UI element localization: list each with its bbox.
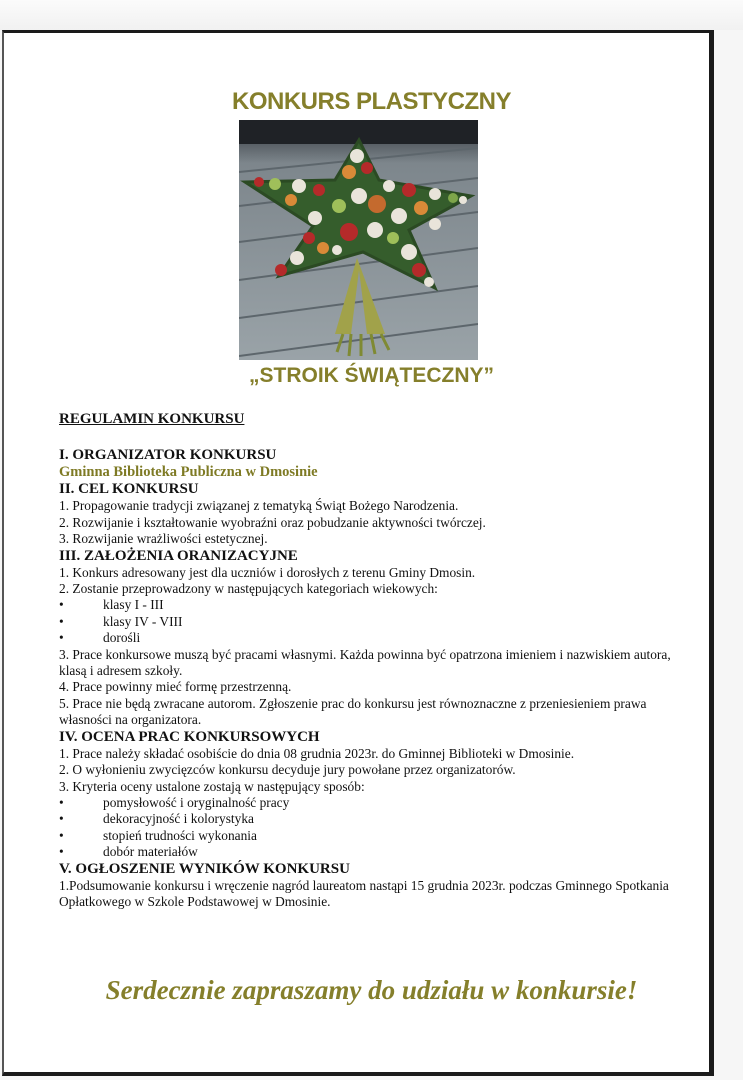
regulations	[59, 411, 679, 910]
bullet-icon: •	[59, 844, 64, 860]
paragraph: 5. Prace nie będą zwracane autorom. Zgłoszenie prac do konkursu jest równoznaczne z przeniesieniem prawa własności na organizatora.	[59, 695, 647, 728]
category-label: klasy I - III	[103, 597, 164, 613]
list-item	[59, 844, 679, 860]
paragraph: 2. O wyłonieniu zwycięzców konkursu decyduje jury powołane przez organizatorów.	[59, 762, 516, 778]
closing-invitation: Serdecznie zapraszamy do udziału w konkursie!	[105, 975, 638, 1005]
section-title: II. CEL KONKURSU	[59, 481, 199, 498]
category-label: klasy IV - VIII	[103, 613, 183, 629]
criterion-label: stopień trudności wykonania	[103, 827, 257, 843]
paragraph: 4. Prace powinny mieć formę przestrzenną.	[59, 679, 292, 695]
category-label: dorośli	[103, 630, 141, 646]
bullet-icon: •	[59, 794, 64, 810]
section-title: V. OGŁOSZENIE WYNIKÓW KONKURSU	[59, 860, 350, 877]
paragraph: 1.Podsumowanie konkursu i wręczenie nagród laureatom nastąpi 15 grudnia 2023r. podczas Gminnego Spotkania Opłatkowego w Szkole Podstawowej w Dmosinie.	[59, 877, 669, 909]
scan-margin	[0, 0, 743, 30]
paragraph: 2. Zostanie przeprowadzony w następujących kategoriach wiekowych:	[59, 581, 438, 597]
criterion-label: dobór materiałów	[103, 844, 198, 860]
list-item	[59, 828, 679, 844]
paragraph: 1. Konkurs adresowany jest dla uczniów i dorosłych z terenu Gminy Dmosin.	[59, 564, 476, 580]
bullet-icon: •	[59, 630, 64, 646]
star-wreath-photo	[239, 120, 478, 360]
paragraph: 1. Prace należy składać osobiście do dnia 08 grudnia 2023r. do Gminnej Biblioteki w Dmosinie.	[59, 745, 575, 761]
criterion-label: pomysłowość i oryginalność pracy	[103, 794, 290, 810]
list-item	[59, 597, 679, 613]
bullet-icon: •	[59, 811, 64, 827]
section-title: III. ZAŁOŻENIA ORANIZACYJNE	[59, 547, 298, 564]
paragraph: 3. Prace konkursowe muszą być pracami własnymi. Każda powinna być opatrzona imieniem i nazwiskiem autora, klasą i adresem szkoły.	[59, 646, 671, 679]
section-title: I. ORGANIZATOR KONKURSU	[59, 447, 277, 464]
organizer-name: Gminna Biblioteka Publiczna w Dmosinie	[59, 464, 318, 481]
regulations-heading: REGULAMIN KONKURSU	[59, 411, 245, 427]
list-item: 3. Rozwijanie wrażliwości estetycznej.	[59, 531, 268, 547]
bullet-icon: •	[59, 827, 64, 843]
list-item	[59, 630, 679, 646]
paragraph: 3. Kryteria oceny ustalone zostają w następujący sposób:	[59, 778, 365, 794]
bullet-icon: •	[59, 613, 64, 629]
list-item: 2. Rozwijanie i kształtowanie wyobraźni oraz pobudzanie aktywności twórczej.	[59, 514, 486, 530]
bullet-icon: •	[59, 597, 64, 613]
list-item	[59, 795, 679, 811]
section-title: IV. OCENA PRAC KONKURSOWYCH	[59, 728, 320, 745]
criterion-label: dekoracyjność i kolorystyka	[103, 811, 254, 827]
page-title: KONKURS PLASTYCZNY	[231, 88, 511, 115]
contest-subtitle: „STROIK ŚWIĄTECZNY”	[249, 364, 494, 387]
list-item	[59, 614, 679, 630]
list-item	[59, 811, 679, 827]
list-item: 1. Propagowanie tradycji związanej z tematyką Świąt Bożego Narodzenia.	[59, 498, 459, 514]
star-wreath-icon	[239, 120, 478, 360]
